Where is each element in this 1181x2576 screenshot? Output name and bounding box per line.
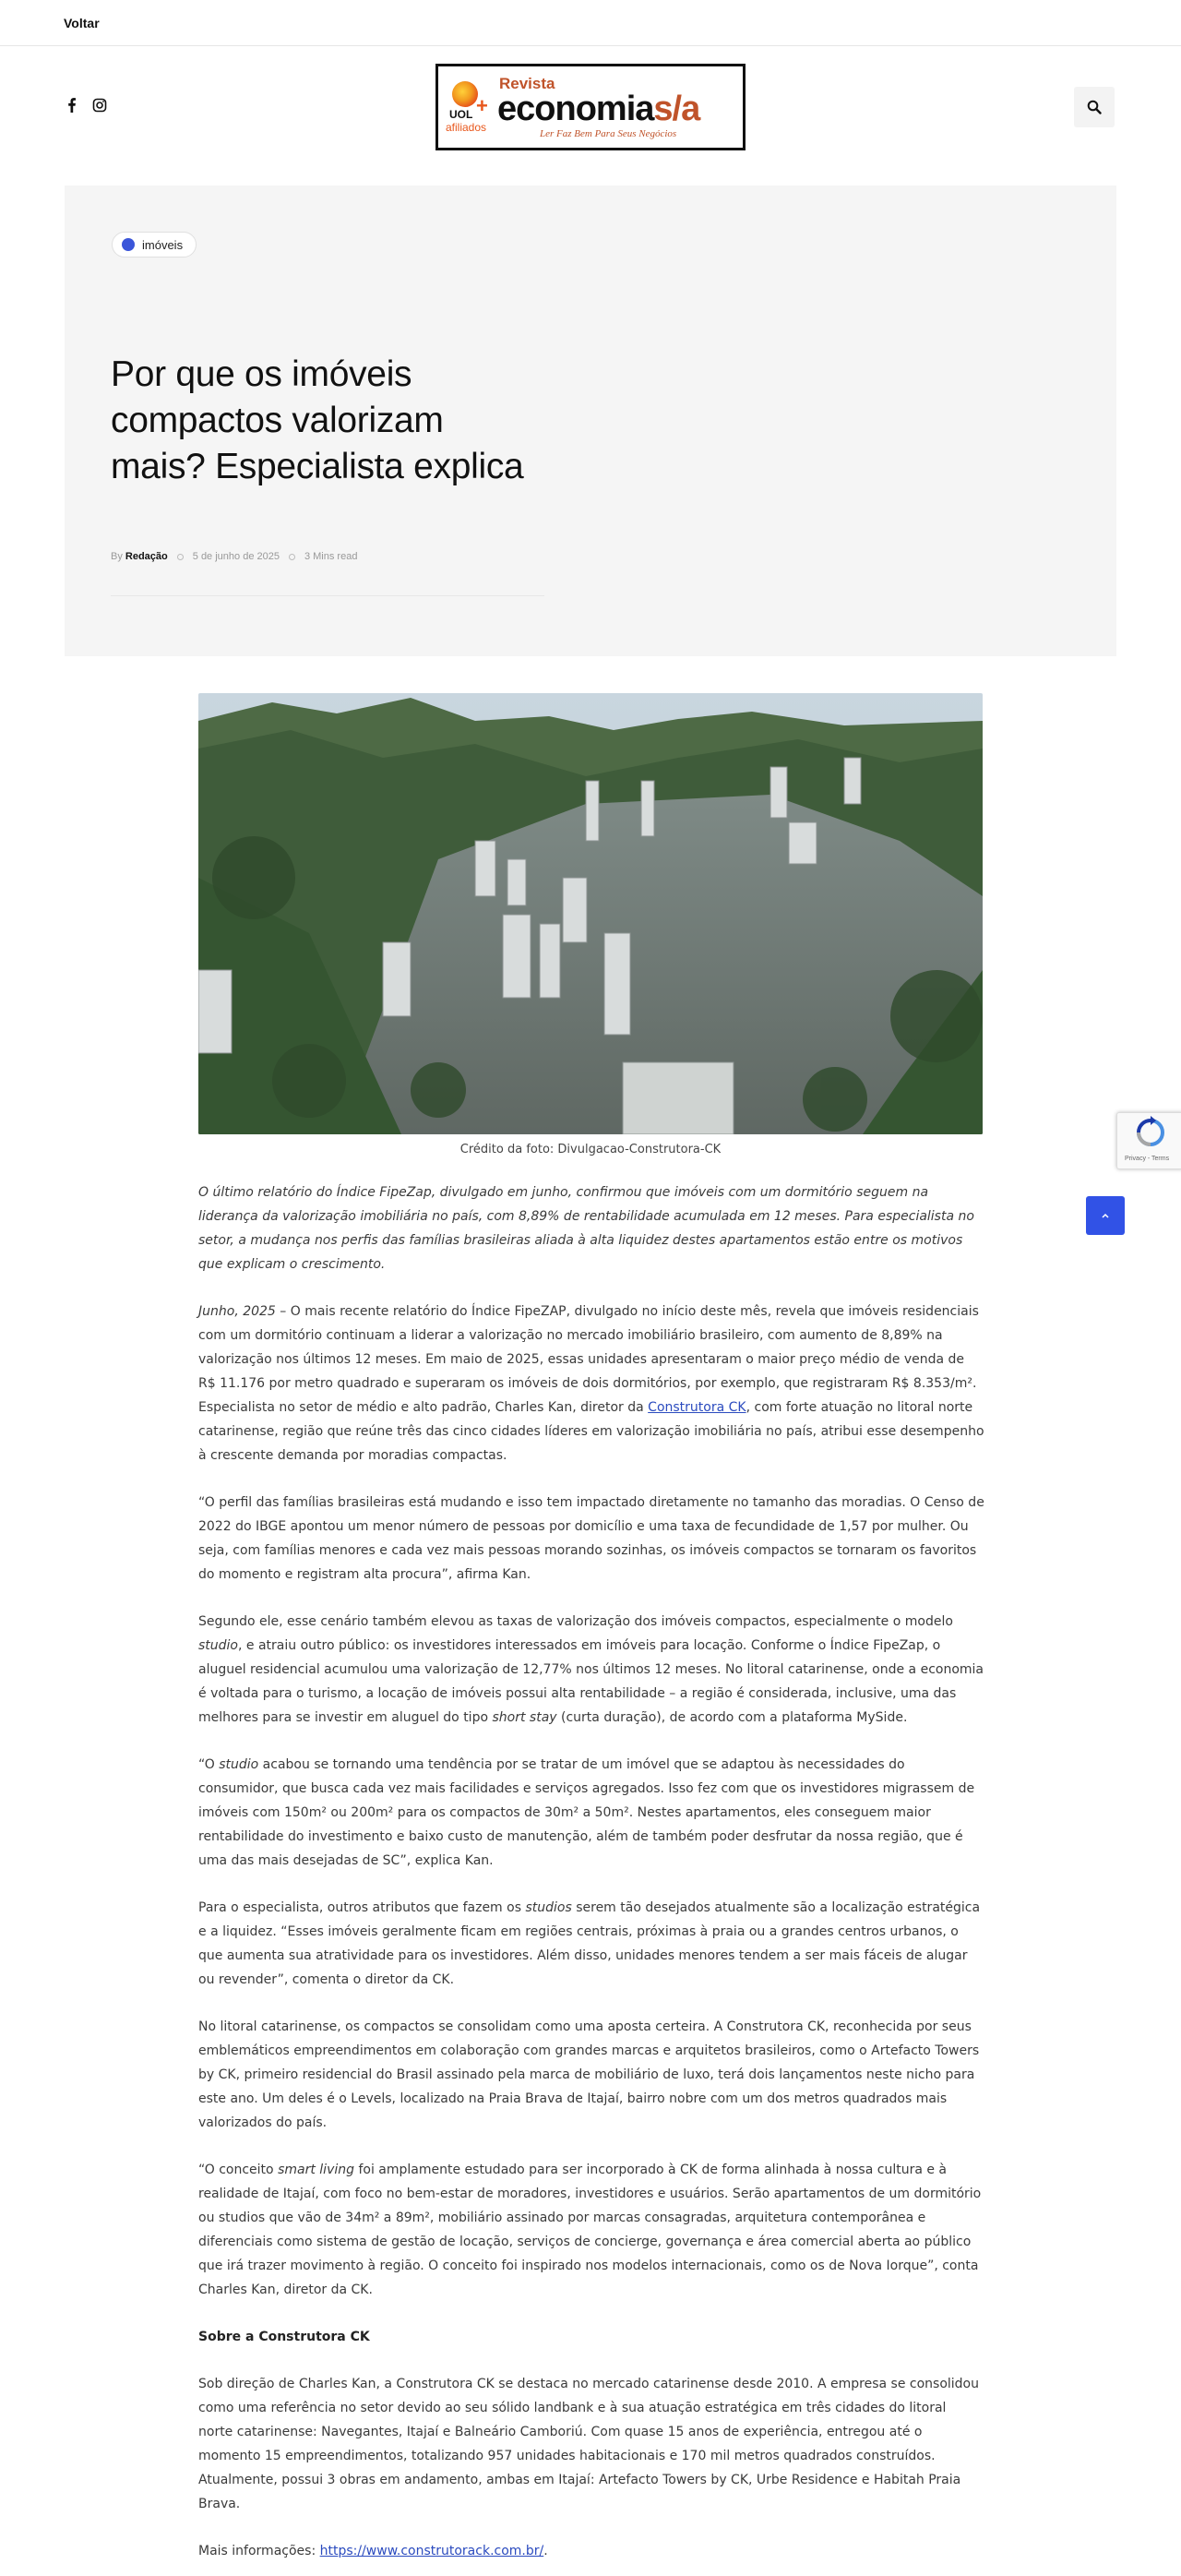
paragraph-emphasis: short stay xyxy=(492,1710,557,1725)
paragraph-emphasis: studio xyxy=(219,1757,259,1772)
svg-text:+: + xyxy=(476,94,488,117)
facebook-icon[interactable] xyxy=(65,98,79,113)
post-date: 5 de junho de 2025 xyxy=(192,551,280,562)
meta-separator xyxy=(289,554,295,560)
logo-tagline: Ler Faz Bem Para Seus Negócios xyxy=(540,128,677,139)
instagram-icon[interactable] xyxy=(92,98,107,113)
svg-text:economias/a xyxy=(497,90,701,128)
paragraph-text: “O conceito xyxy=(198,2163,279,2177)
paragraph-text: , e atraiu outro público: os investidores interessados em imóveis para locação. Conforme o Índice FipeZap, o aluguel residencial acumulou uma valorização de 12,77% nos últimos 12 meses. No litoral catarinense, onde a economia é voltada para o turismo, a locação de imóveis possui alta rentabilidade – a região é considerada, inclusive, uma das melhores para se investir em aluguel do tipo xyxy=(198,1638,984,1725)
about-heading: Sobre a Construtora CK xyxy=(198,2330,370,2344)
chevron-up-icon xyxy=(1101,1211,1110,1220)
lead-text: O último relatório do Índice FipeZap, divulgado em junho, confirmou que imóveis com um dormitório seguem na liderança da valorização imobiliária no país, com 8,89% de rentabilidade acumulada em 12 meses. Para especialista no setor, a mudança nos perfis das famílias brasileiras aliada à alta liquidez destes apartamentos estão entre os motivos que explicam o crescimento. xyxy=(198,1185,974,1272)
logo-afiliados: afiliados xyxy=(446,121,487,134)
more-info-label: Mais informações: xyxy=(198,2544,320,2558)
post-hero xyxy=(65,186,1116,656)
post-author xyxy=(111,551,168,562)
paragraph-date: Junho, 2025 xyxy=(198,1304,276,1319)
more-info xyxy=(198,2539,984,2563)
paragraph-text: Para o especialista, outros atributos que fazem os xyxy=(198,1900,526,1915)
logo-brand-suffix: s/a xyxy=(653,90,700,128)
article-paragraph: Sob direção de Charles Kan, a Construtora CK se destaca no mercado catarinense desde 2010. A empresa se consolidou como uma referência no setor devido ao seu sólido landbank e à sua atuação estratégica em três cidades do litoral norte catarinense: Navegantes, Itajaí e Balneário Camboriú. Com quase 15 anos de experiência, entregou até o momento 15 empreendimentos, totalizando 957 unidades habitacionais e 170 mil metros quadrados construídos. Atualmente, possui 3 obras em andamento, ambas em Itajaí: Artefacto Towers by CK, Urbe Residence e Habitah Praia Brava. xyxy=(198,2377,979,2511)
paragraph-text: “O xyxy=(198,1757,220,1772)
construtora-website-link[interactable]: https://www.construtorack.com.br/ xyxy=(319,2544,544,2558)
paragraph-text: serem tão desejados atualmente são a localização estratégica e a liquidez. “Esses imóveis geralmente ficam em regiões centrais, próximas à praia ou a grandes centros urbanos, o que aumenta sua atratividade para os investidores. Além disso, unidades menores tendem a ser mais fáceis de alugar ou revender”, comenta o diretor da CK. xyxy=(198,1900,981,1987)
article-paragraph xyxy=(198,2158,984,2302)
paragraph-emphasis: studio xyxy=(198,1638,238,1653)
paragraph-text: , com forte atuação no litoral norte catarinense, região que reúne três das cinco cidades líderes em valorização imobiliária no país, atribui esse desempenho à crescente demanda por moradias compactas. xyxy=(198,1400,984,1463)
recaptcha-icon xyxy=(1117,1113,1181,1156)
article-paragraph: No litoral catarinense, os compactos se consolidam como uma aposta certeira. A Construtora CK, reconhecida por seus emblemáticos empreendimentos em colaboração com grandes marcas e arquitetos brasileiros, como o Artefacto Towers by CK, primeiro residencial do Brasil assinado pela marca de mobiliário de luxo, terá dois lançamentos neste nicho para este ano. Um deles é o Levels, localizado na Praia Brava de Itajaí, bairro nobre com um dos metros quadrados mais valorizados do país. xyxy=(198,2019,980,2130)
recaptcha-text[interactable]: Privacy - Terms xyxy=(1125,1156,1170,1162)
paragraph-emphasis: studios xyxy=(525,1900,572,1915)
article-paragraph xyxy=(198,1300,984,1468)
category-label: imóveis xyxy=(142,237,184,252)
paragraph-text: acabou se tornando uma tendência por se tratar de um imóvel que se adaptou às necessidades do consumidor, que busca cada vez mais facilidades e serviços agregados. Isso fez com que os investidores migrassem de imóveis com 150m² ou 200m² para os compactos de 30m² a 50m². Nestes apartamentos, eles conseguem maior rentabilidade do investimento e baixo custo de manutenção, além de também poder desfrutar da nossa região, que é uma das mais desejadas de SC”, explica Kan. xyxy=(198,1757,975,1868)
logo-uol: UOL xyxy=(449,108,473,121)
search-button[interactable] xyxy=(1074,87,1115,127)
back-to-top-button[interactable] xyxy=(1086,1196,1125,1235)
paragraph-text: Segundo ele, esse cenário também elevou as taxas de valorização dos imóveis compactos, especialmente o modelo xyxy=(198,1614,953,1629)
logo-brand-main: economia xyxy=(497,90,654,128)
paragraph-text: foi amplamente estudado para ser incorporado à CK de forma alinhada à nossa cultura e à realidade de Itajaí, com foco no bem-estar de moradores, investidores e usuários. Serão apartamentos de um dormitório ou studios que vão de 34m² a 89m², mobiliário assinado por marcas consagradas, arquitetura contemporânea e diferenciais como sistema de gestão de locação, serviços de concierge, governança e área comercial aberta ao público que irá trazer movimento à região. O conceito foi inspirado nos modelos internacionais, como os de Nova Iorque”, conta Charles Kan, diretor da CK. xyxy=(198,2163,982,2297)
category-tag[interactable] xyxy=(112,232,197,258)
more-info-end: . xyxy=(543,2544,548,2558)
post-author-name[interactable]: Redação xyxy=(125,551,168,562)
paragraph-emphasis: smart living xyxy=(278,2163,354,2177)
search-icon xyxy=(1087,100,1102,114)
paragraph-text: – O mais recente relatório do Índice FipeZAP, divulgado no início deste mês, revela que imóveis residenciais com um dormitório continuam a liderar a valorização no mercado imobiliário brasileiro, com aumento de 8,89% na valorização nos últimos 12 meses. Em maio de 2025, essas unidades apresentaram o maior preço médio de venda de R$ 11.176 por metro quadrado e superaram os imóveis de dois dormitórios, por exemplo, que registraram R$ 8.353/m². Especialista no setor de médio e alto padrão, Charles Kan, diretor da xyxy=(198,1304,979,1415)
paragraph-text: (curta duração), de acordo com a plataforma MySide. xyxy=(556,1710,908,1725)
post-meta xyxy=(111,551,357,562)
article-lead xyxy=(198,1180,984,1276)
article-paragraph xyxy=(198,1896,984,1992)
post-title: Por que os imóveis compactos valorizam mais? Especialista explica xyxy=(111,354,524,486)
article-body xyxy=(198,1180,984,2576)
recaptcha-badge[interactable] xyxy=(1116,1112,1181,1169)
construtora-ck-link[interactable]: Construtora CK xyxy=(648,1400,746,1415)
back-link[interactable]: Voltar xyxy=(64,15,100,30)
social-links xyxy=(65,98,107,113)
logo-revista: Revista xyxy=(499,75,555,92)
top-bar xyxy=(0,0,1181,46)
article-paragraph xyxy=(198,1753,984,1873)
featured-image xyxy=(198,693,983,1134)
photo-credit: Crédito da foto: Divulgacao-Construtora-CK xyxy=(459,1143,722,1156)
meta-separator xyxy=(177,554,184,560)
post-author-prefix: By xyxy=(111,551,123,562)
category-dot xyxy=(122,238,135,251)
hero-divider xyxy=(111,595,544,596)
article-paragraph: “O perfil das famílias brasileiras está mudando e isso tem impactado diretamente no tamanho das moradias. O Censo de 2022 do IBGE apontou um menor número de pessoas por domicílio e uma taxa de fecundidade de 1,57 por mulher. Ou seja, com famílias menores e cada vez mais pessoas morando sozinhas, os imóveis compactos se tornaram os favoritos do momento e registram alta procura”, afirma Kan. xyxy=(198,1495,984,1582)
site-logo[interactable] xyxy=(435,64,746,150)
article-paragraph xyxy=(198,1610,984,1730)
post-read-time: 3 Mins read xyxy=(304,551,358,562)
